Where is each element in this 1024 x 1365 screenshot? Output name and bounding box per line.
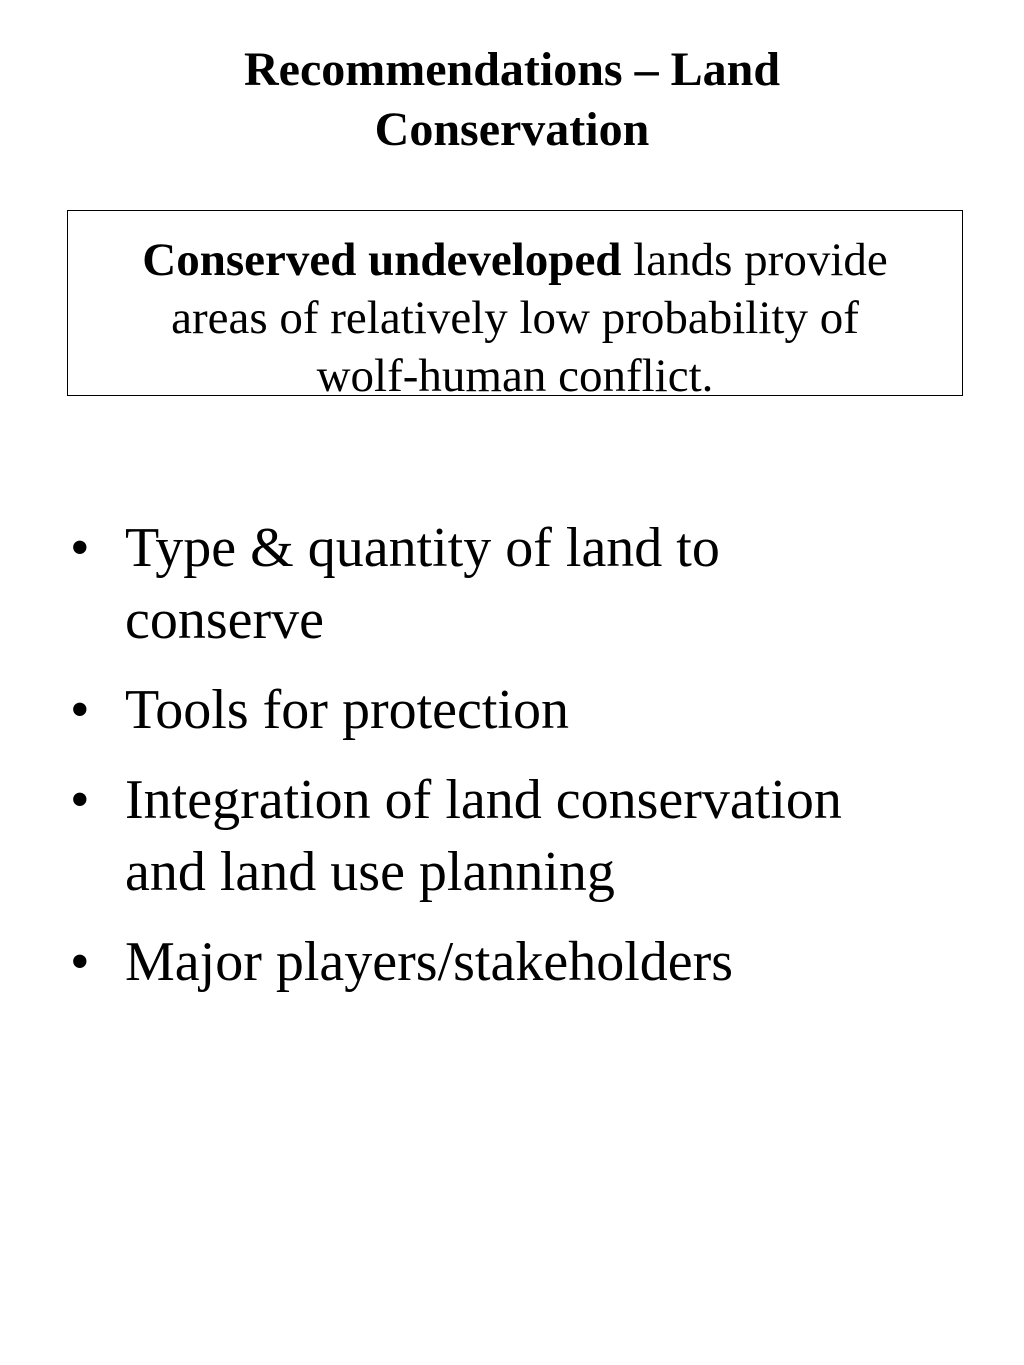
slide-title: [0, 40, 1024, 160]
callout-line-1: [68, 231, 962, 289]
bullet-item-land-type: [70, 512, 970, 656]
bullet-text-line-2: and land use planning: [125, 841, 615, 903]
bullet-text-line-1: Tools for protection: [125, 679, 569, 741]
bullet-item-integration: [70, 764, 970, 908]
bullet-marker: •: [70, 931, 90, 993]
callout-line-2: areas of relatively low probability of: [171, 292, 859, 344]
callout-bold-text: Conserved undeveloped: [142, 234, 622, 286]
bullet-text-line-1: Integration of land conservation: [125, 769, 842, 831]
bullet-marker: •: [70, 517, 90, 579]
bullet-item-stakeholders: [70, 926, 970, 998]
callout-box: [67, 210, 963, 402]
callout-line-3: wolf-human conflict.: [316, 350, 714, 402]
bullet-list: [70, 512, 970, 1016]
bullet-item-tools: [70, 674, 970, 746]
bullet-text-line-2: conserve: [125, 589, 325, 651]
slide-title-line-1: Recommendations – Land: [243, 43, 781, 96]
bullet-text-line-1: Type & quantity of land to: [125, 517, 720, 579]
slide-title-line-2: Conservation: [374, 103, 650, 156]
bullet-marker: •: [70, 679, 90, 741]
bullet-marker: •: [70, 769, 90, 831]
callout-line-1-rest: lands provide: [621, 234, 888, 286]
bullet-text-line-1: Major players/stakeholders: [125, 931, 734, 993]
